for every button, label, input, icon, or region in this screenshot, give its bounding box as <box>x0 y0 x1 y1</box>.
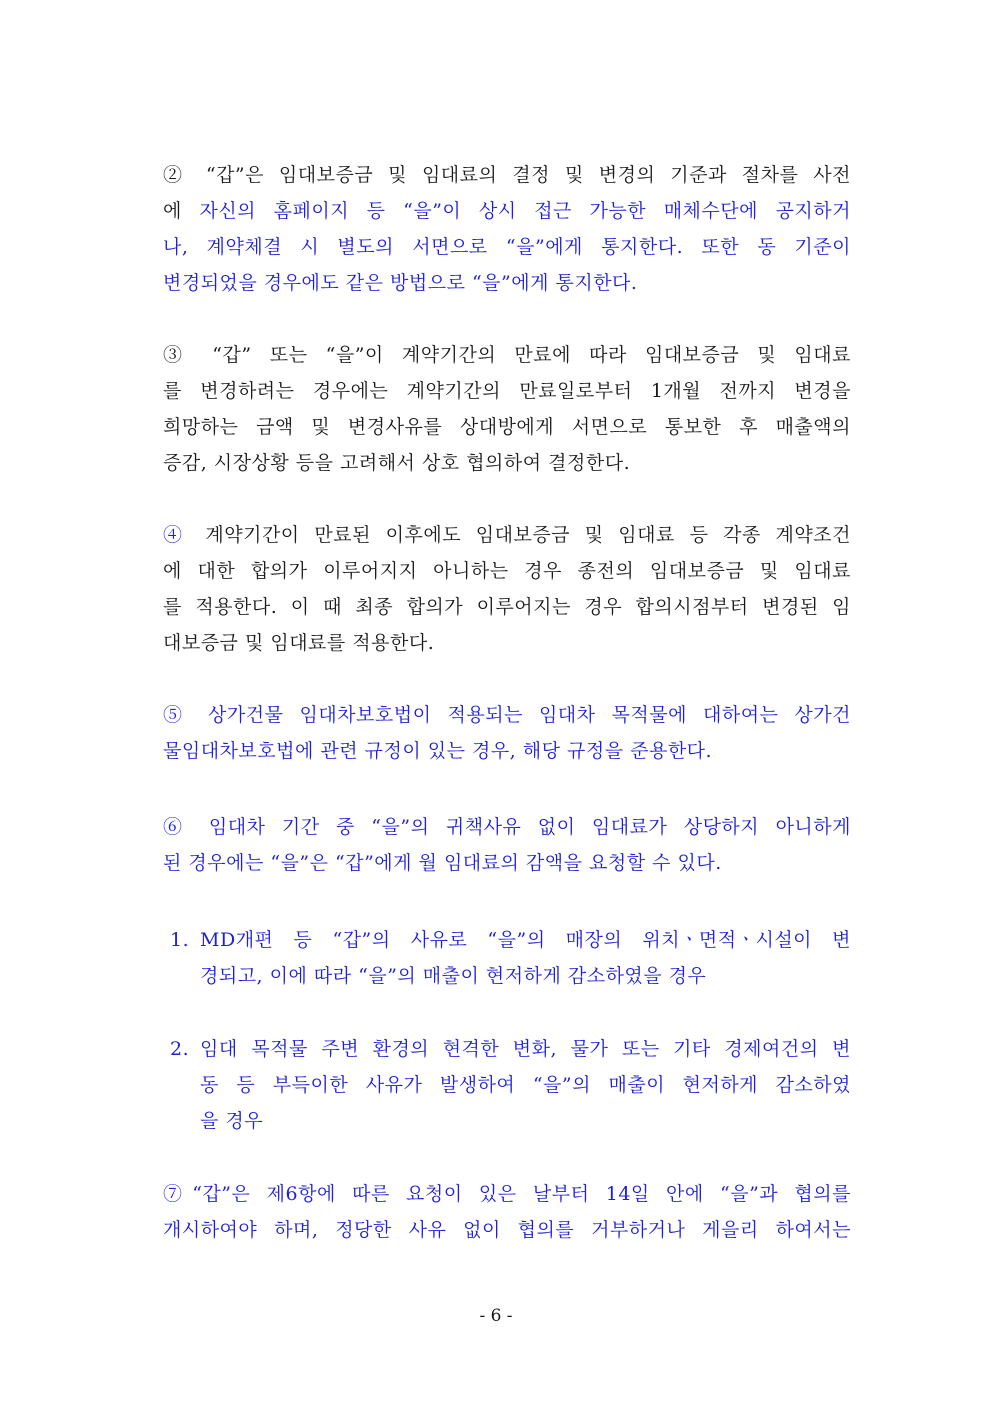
paragraph-7 <box>163 1176 851 1248</box>
list-item-2-number: 2. <box>170 1038 190 1060</box>
list-item-1-number: 1. <box>170 929 190 951</box>
paragraph-2-line-4: 변경되었을 경우에도 같은 방법으로 “을”에게 통지한다. <box>163 272 638 294</box>
paragraph-5-line-2: 물임대차보호법에 관련 규정이 있는 경우, 해당 규정을 준용한다. <box>163 740 713 762</box>
paragraph-6 <box>163 809 851 881</box>
list-item-2 <box>170 1031 851 1139</box>
list-item-1 <box>170 922 851 994</box>
paragraph-3-line-3: 희망하는 금액 및 변경사유를 상대방에게 서면으로 통보한 후 매출액의 <box>163 416 851 438</box>
list-item-1-line-1: MD개편 등 “갑”의 사유로 “을”의 매장의 위치ㆍ면적ㆍ시설이 변 <box>200 929 851 951</box>
paragraph-5 <box>163 697 851 769</box>
paragraph-5-line-1: ⑤ 상가건물 임대차보호법이 적용되는 임대차 목적물에 대하여는 상가건 <box>163 704 851 726</box>
paragraph-7-line-1: ⑦“갑”은 제6항에 따른 요청이 있은 날부터 14일 안에 “을”과 협의를 <box>163 1183 851 1205</box>
paragraph-3-line-2: 를 변경하려는 경우에는 계약기간의 만료일로부터 1개월 전까지 변경을 <box>163 380 851 402</box>
list-item-2-body <box>200 1031 851 1139</box>
paragraph-7-line-2: 개시하여야 하며, 정당한 사유 없이 협의를 거부하거나 게을리 하여서는 <box>163 1219 851 1241</box>
list-item-2-line-2: 동 등 부득이한 사유가 발생하여 “을”의 매출이 현저하게 감소하였 <box>200 1074 851 1096</box>
paragraph-4-line-4: 대보증금 및 임대료를 적용한다. <box>163 632 435 654</box>
paragraph-2-line-3: 나, 계약체결 시 별도의 서면으로 “을”에게 통지한다. 또한 동 기준이 <box>163 236 851 258</box>
paragraph-3 <box>163 337 851 481</box>
page-number: - 6 - <box>479 1306 513 1326</box>
list-item-2-line-3: 을 경우 <box>200 1110 264 1132</box>
paragraph-4-line-1: ④ 계약기간이 만료된 이후에도 임대보증금 및 임대료 등 각종 계약조건 <box>163 524 851 546</box>
paragraph-2-line-2: 에 자신의 홈페이지 등 “을”이 상시 접근 가능한 매체수단에 공지하거 <box>163 200 851 222</box>
list-item-1-line-2: 경되고, 이에 따라 “을”의 매출이 현저하게 감소하였을 경우 <box>200 965 707 987</box>
paragraph-4-line-2: 에 대한 합의가 이루어지지 아니하는 경우 종전의 임대보증금 및 임대료 <box>163 560 851 582</box>
list-item-1-body <box>200 922 851 994</box>
paragraph-3-line-4: 증감, 시장상황 등을 고려해서 상호 협의하여 결정한다. <box>163 452 631 474</box>
paragraph-3-line-1: ③ “갑” 또는 “을”이 계약기간의 만료에 따라 임대보증금 및 임대료 <box>163 344 851 366</box>
paragraph-2-line-1: ② “갑”은 임대보증금 및 임대료의 결정 및 변경의 기준과 절차를 사전 <box>163 164 851 186</box>
paragraph-6-line-1: ⑥ 임대차 기간 중 “을”의 귀책사유 없이 임대료가 상당하지 아니하게 <box>163 816 851 838</box>
list-item-2-line-1: 임대 목적물 주변 환경의 현격한 변화, 물가 또는 기타 경제여건의 변 <box>200 1038 851 1060</box>
paragraph-2 <box>163 157 851 301</box>
paragraph-6-line-2: 된 경우에는 “을”은 “갑”에게 월 임대료의 감액을 요청할 수 있다. <box>163 852 722 874</box>
paragraph-4 <box>163 517 851 661</box>
paragraph-4-line-3: 를 적용한다. 이 때 최종 합의가 이루어지는 경우 합의시점부터 변경된 임 <box>163 596 851 618</box>
